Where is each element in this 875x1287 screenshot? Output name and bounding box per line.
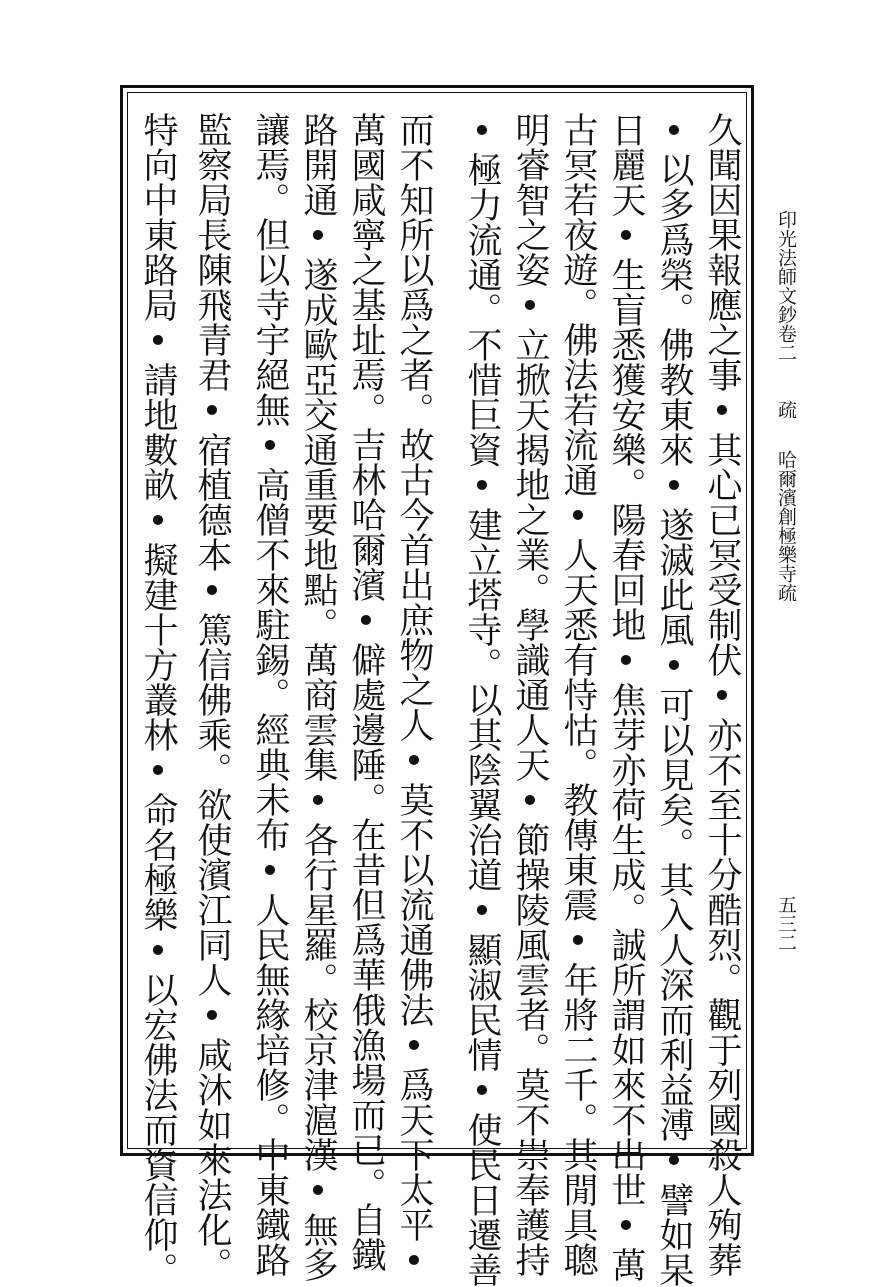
text-column-11: 監察局長陳飛青君•宿植德本•篤信佛乘。欲使濱江同人•咸沐如來法化。 — [192, 112, 232, 1282]
text-column-7: 而不知所以爲之者。故古今首出庶物之人•莫不以流通佛法•爲天下太平• — [394, 112, 434, 1282]
text-column-6: •極力流通。不惜巨資•建立塔寺。以其陰翼治道•顯淑民情•使民日遷善 — [462, 112, 502, 1287]
text-column-9: 路開通•遂成歐亞交通重要地點。萬商雲集•各行星羅。校京津滬漢•無多 — [298, 112, 338, 1282]
running-header-section: 疏 — [775, 400, 797, 419]
running-header-book-title: 印光法師文鈔卷二 — [775, 210, 797, 362]
text-column-8: 萬國咸寧之基址焉。吉林哈爾濱•僻處邊陲。在昔但爲華俄漁場而已。自鐵 — [346, 112, 386, 1272]
text-column-12: 特向中東路局•請地數畝•擬建十方叢林•命名極樂•以宏佛法而資信仰。 — [138, 112, 178, 1287]
text-column-5: 明睿智之姿•立掀天揭地之業。學識通人天•節操陵風雲者。莫不崇奉護持 — [510, 112, 550, 1277]
text-column-4: 古冥若夜遊。佛法若流通•人天悉有恃怙。教傳東震•年將二千。其閒具聰 — [558, 112, 598, 1277]
text-column-1: 久聞因果報應之事•其心已冥受制伏•亦不至十分酷烈。觀于列國殺人殉葬 — [702, 112, 742, 1277]
running-header-chapter-title: 哈爾濱創極樂寺疏 — [775, 450, 797, 602]
text-column-10: 讓焉。但以寺宇絕無•高僧不來駐錫。經典未布•人民無緣培修。中東鐵路 — [250, 112, 290, 1277]
text-column-2: •以多爲榮。佛教東來•遂滅此風•可以見矣。其入人深而利益溥•譬如杲 — [654, 112, 694, 1287]
page-number: 五三二 — [775, 895, 797, 952]
text-column-3: 日麗天•生盲悉獲安樂。陽春回地•焦芽亦荷生成。誠所謂如來不出世•萬 — [606, 112, 646, 1282]
